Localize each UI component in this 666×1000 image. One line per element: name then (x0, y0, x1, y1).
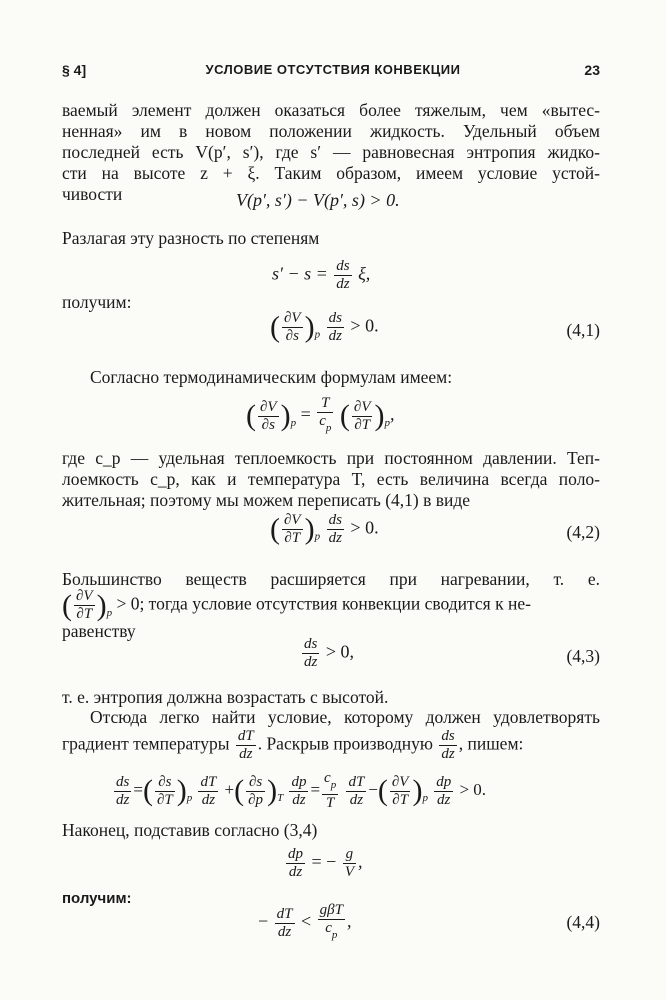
equation-number: (4,2) (566, 522, 600, 542)
paragraph-6-line-3: равенству (62, 621, 136, 641)
equation-number: (4,1) (566, 320, 600, 340)
text-line: ваемый элемент должен оказаться более тяжелым, чем «вытес- (62, 100, 600, 120)
paragraph-8 (90, 707, 600, 728)
equation-thermo: ( $\frac{\partial V}{\partial s}$ )$_p$ = $\frac{T}{c_p}$ ( $\frac{\partial V}{\partial T}$ )$_p$, (246, 395, 395, 434)
paragraph-6 (62, 569, 600, 590)
paragraph-3: получим: (62, 292, 132, 312)
text-line: ненная» им в новом положении жидкость. Удельный объем (62, 121, 600, 141)
inline-derivative: ( $\frac{\partial V}{\partial T}$ )$_p$ (62, 588, 113, 622)
paragraph-10: получим: (62, 890, 132, 907)
equation-4-1: ( $\frac{\partial V}{\partial s}$ )$_p$ $\frac{ds}{dz}$ > 0. (270, 310, 379, 344)
text-line: последней есть V(p′, s′), где s′ — равновесная энтропия жидко- (62, 142, 600, 162)
equation-4-2: ( $\frac{\partial V}{\partial T}$ )$_p$ $\frac{ds}{dz}$ > 0. (270, 512, 379, 546)
text-line: где c_p — удельная теплоемкость при постоянном давлении. Теп- (62, 448, 600, 468)
page-number: 23 (584, 62, 600, 78)
section-ref: § 4] (62, 62, 87, 78)
paragraph-5 (62, 448, 600, 511)
text-line: > 0; тогда условие отсутствия конвекции сводится к не- (116, 593, 531, 614)
paragraph-8-line-2: градиент температуры $\frac{dT}{dz}$ . Раскрыв производную $\frac{ds}{dz}$ , пишем: (62, 728, 524, 762)
text-line: сти на высоте z + ξ. Таким образом, имеем условие устой- (62, 163, 600, 183)
paragraph-2: Разлагая эту разность по степеням (62, 228, 320, 248)
text-line: Большинство веществ расширяется при нагревании, т. е. (62, 569, 600, 589)
running-title: УСЛОВИЕ ОТСУТСТВИЯ КОНВЕКЦИИ (205, 62, 461, 77)
equation-hydrostatic: $\frac{dp}{dz}$ = − $\frac{g}{V}$ , (288, 846, 363, 880)
equation-number: (4,3) (566, 646, 600, 666)
equation-4-3: $\frac{ds}{dz}$ > 0, (304, 636, 354, 670)
equation-stability: V(p′, s′) − V(p′, s) > 0. (236, 190, 400, 210)
text-line: жительная; поэтому мы можем переписать (4,1) в виде (62, 490, 471, 510)
paragraph-7: т. е. энтропия должна возрастать с высотой. (62, 687, 389, 707)
text-line: Отсюда легко найти условие, которому должен удовлетворять (90, 707, 600, 727)
paragraph-9: Наконец, подставив согласно (3,4) (62, 820, 318, 840)
paragraph-4: Согласно термодинамическим формулам имеем: (90, 367, 453, 387)
text-line: лоемкость c_p, как и температура T, есть величина всегда поло- (62, 469, 600, 489)
paragraph-6-line-2 (62, 588, 600, 624)
text-line: чивости (62, 184, 123, 204)
equation-chain: $\frac{ds}{dz}$ =( $\frac{\partial s}{\partial T}$ )$_p$ $\frac{dT}{dz}$ +( $\frac{\partial s}{\partial p}$ )$_T$ $\frac{dp}{dz}$ = $\frac{c_p}{T}$ $\frac{dT}{dz}$ −( $\frac{\partial V}{\partial T}$ )$_p$ $\frac{dp}{dz}$ > 0. (116, 770, 487, 811)
equation-number: (4,4) (566, 912, 600, 932)
equation-4-4: − $\frac{dT}{dz}$ < $\frac{\text{gβT}}{c_p}$ , (258, 902, 352, 941)
equation-expansion: s′ − s = $\frac{ds}{dz}$ ξ, (272, 258, 371, 292)
